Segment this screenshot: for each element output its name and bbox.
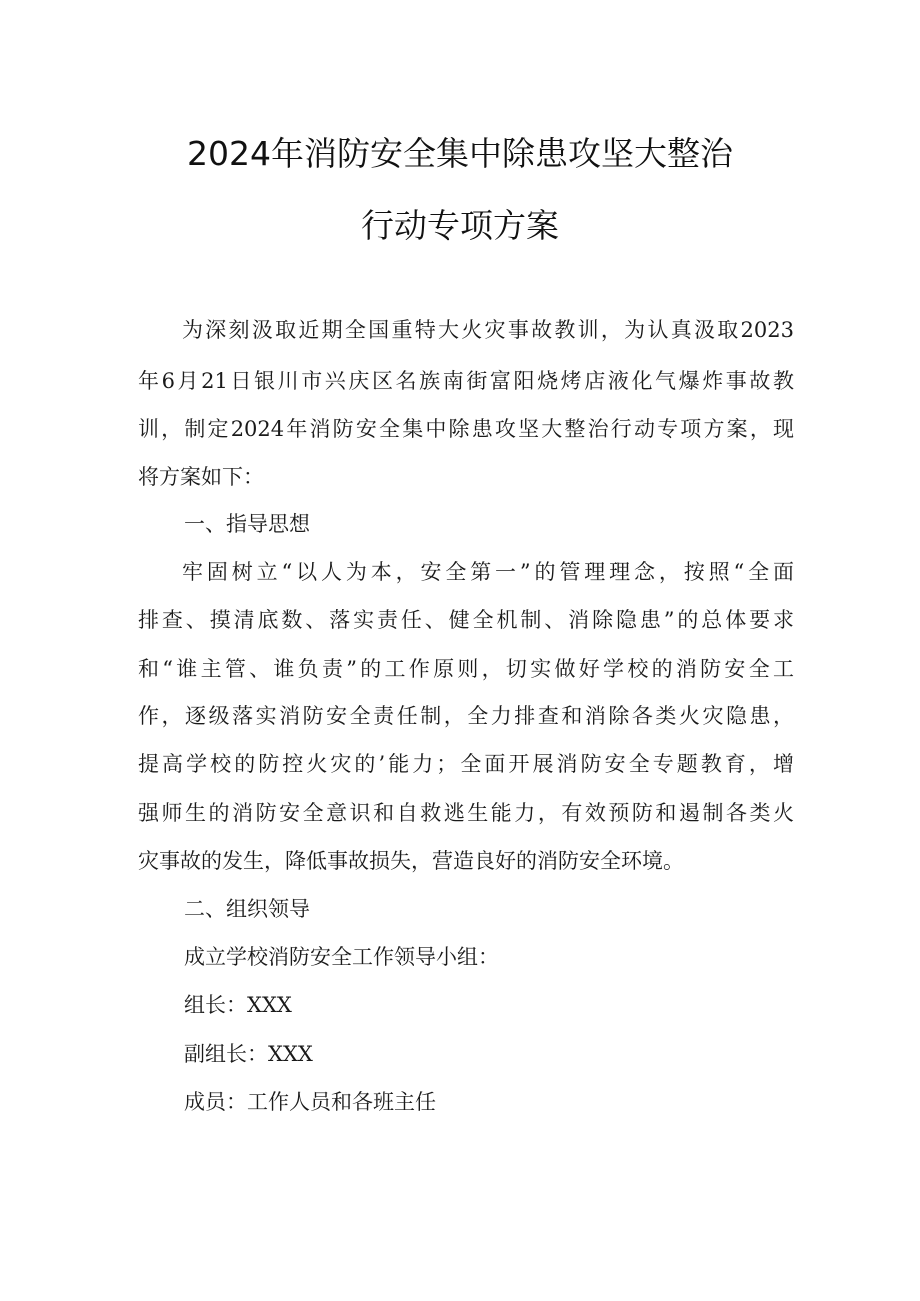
section-1-paragraph-line: 灾事故的发生，降低事故损失，营造良好的消防安全环境。 xyxy=(138,849,684,873)
intro-paragraph-line: 年6月21日银川市兴庆区名族南街富阳烧烤店液化气爆炸事故教 xyxy=(138,369,794,393)
section-2-heading: 二、组织领导 xyxy=(184,897,310,921)
section-1-paragraph-line: 和“谁主管、谁负责”的工作原则，切实做好学校的消防安全工 xyxy=(138,657,794,681)
section-1-paragraph-line: 排查、摸清底数、落实责任、健全机制、消除隐患”的总体要求 xyxy=(138,608,794,632)
section-1-paragraph-line: 牢固树立“以人为本，安全第一”的管理理念，按照“全面 xyxy=(182,560,794,584)
intro-paragraph-line: 将方案如下： xyxy=(138,465,264,489)
members-line: 成员：工作人员和各班主任 xyxy=(184,1090,436,1114)
section-1-heading: 一、指导思想 xyxy=(184,512,310,536)
intro-paragraph-line: 为深刻汲取近期全国重特大火灾事故教训，为认真汲取2023 xyxy=(182,318,794,342)
section-1-paragraph-line: 强师生的消防安全意识和自救逃生能力，有效预防和遏制各类火 xyxy=(138,801,794,825)
intro-paragraph-line: 训，制定2024年消防安全集中除患攻坚大整治行动专项方案，现 xyxy=(138,417,794,441)
document-title-line-2: 行动专项方案 xyxy=(361,206,559,245)
section-2-intro: 成立学校消防安全工作领导小组： xyxy=(184,945,499,969)
leader-line: 组长：XXX xyxy=(184,993,292,1017)
section-1-paragraph-line: 提高学校的防控火灾的’能力；全面开展消防安全专题教育，增 xyxy=(138,752,794,776)
document-title-line-1: 2024年消防安全集中除患攻坚大整治 xyxy=(187,134,733,173)
deputy-leader-line: 副组长：XXX xyxy=(184,1042,313,1066)
section-1-paragraph-line: 作，逐级落实消防安全责任制，全力排查和消除各类火灾隐患， xyxy=(138,704,794,728)
